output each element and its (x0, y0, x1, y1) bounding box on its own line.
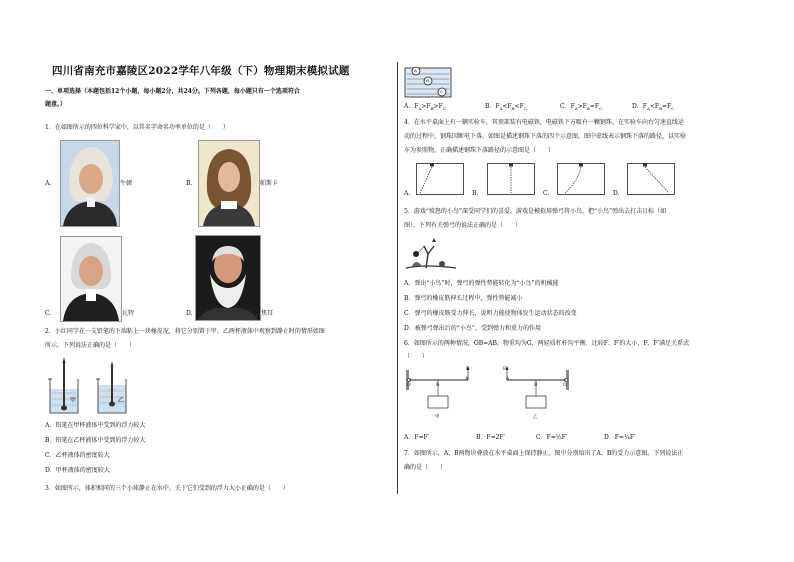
ball-b-label: B (426, 78, 429, 83)
q6-label-b-yi: B (534, 383, 538, 388)
q2-stem-1: 2．小红同学在一支铅笔的下端粘上一块橡皮泥，将它分别置于甲、乙两杯液体中观察到静止时的情形如图 (45, 328, 325, 335)
q3-option-b: B．$F_A<F_B<F_C$ (485, 103, 527, 112)
q6-label-f: F (466, 367, 470, 372)
q4-option-b: B. (472, 190, 479, 197)
pascal-portrait (198, 140, 260, 227)
q2-beaker-figure (46, 355, 146, 417)
watt-portrait (60, 236, 122, 322)
ball-c-label: C (440, 89, 444, 94)
q6-label-jia: 甲 (435, 415, 440, 420)
q6-label-a-yi: A (506, 377, 510, 382)
q5-option-b: B．弹弓的橡皮筋伸长过程中，弹性势能减小 (404, 295, 523, 302)
column-divider (397, 62, 398, 494)
q4-stem-1: 4．在水平桌面上有一辆实验车，其顶部装有电磁铁，电磁铁下方吸有一颗钢珠。在实验车向右匀速直线运 (404, 119, 684, 126)
ball-a-label: A (414, 68, 417, 73)
q3-option-d: D．$F_A<F_B=F_C$ (632, 103, 675, 112)
q3-option-a: A．$F_A>F_B>F_C$ (404, 103, 446, 112)
q2-label-jia: 甲 (70, 397, 77, 404)
q1-option-d-letter: D. (186, 310, 193, 317)
page-title: 四川省南充市嘉陵区2022学年八年级（下）物理期末模拟试题 (52, 65, 350, 77)
q4-stem-2: 动的过程中，钢珠因断电下落。如图是描述钢珠下落的四个示意图，图中虚线表示钢珠下落的路径，以实验 (404, 133, 687, 140)
q1-option-b-letter: B. (186, 180, 193, 187)
q1-option-d-name: 焦耳 (261, 310, 274, 317)
q4-option-a: A. (404, 190, 411, 197)
q6-stem-1: 6．如图所示的两种情况，OB=AB，物重均为G，两轻质杠杆均平衡．比较F、F′的大小，F、F′满足关系式 (404, 340, 690, 347)
q2-option-b: B．铅笔在乙杯液体中受到的浮力较大 (45, 437, 146, 444)
q1-option-a-letter: A. (45, 180, 52, 187)
q4-path-c (557, 163, 605, 195)
q3-option-c: C．$F_A>F_B=F_C$ (560, 103, 603, 112)
q6-lever-figure (404, 366, 584, 416)
q6-option-d: D．F=¼F′ (604, 434, 636, 441)
q4-option-c: C. (543, 190, 550, 197)
q5-option-d: D．被弹弓弹出后的“小鸟”，受到弹力和重力的作用 (404, 325, 541, 332)
q5-stem-2: 图），下列有关弹弓的说法正确的是（ ） (404, 222, 522, 229)
q6-option-b: B．F=2F′ (476, 434, 505, 441)
q1-option-c-letter: C. (45, 310, 52, 317)
q4-path-d (627, 163, 675, 195)
q6-option-c: C．F=½F′ (536, 434, 568, 441)
q4-path-a (416, 163, 464, 195)
section-header: 一、单项选择（本题包括12个小题，每小题2分，共24分。下列各题，每小题只有一个选项符合 (45, 88, 300, 95)
q6-label-yi: 乙 (533, 415, 538, 420)
q3-stem: 3．如图所示，体积相同的三个小球静止在水中，关于它们受到的浮力大小正确的是（ ） (45, 485, 289, 492)
q6-label-o-yi: O (563, 383, 567, 388)
q4-option-d: D. (613, 190, 620, 197)
q6-label-fp: F′ (503, 367, 508, 372)
q6-label-o-jia: O (407, 383, 411, 388)
q3-ball-figure (404, 64, 454, 98)
section-header-cont: 题意。） (45, 101, 67, 108)
joule-portrait (195, 235, 261, 321)
q2-option-d: D．甲杯液体的密度较大 (45, 467, 110, 474)
q6-option-a: A．F=F′ (404, 434, 430, 441)
q2-label-yi: 乙 (118, 397, 125, 404)
q2-option-c: C．乙杯液体的密度较大 (45, 452, 110, 459)
q7-stem-2: 确的是（ ） (404, 464, 447, 471)
q1-option-c-name: 瓦特 (122, 310, 135, 317)
q4-stem-3: 车为参照物，正确描述钢珠下落路径的示意图是（ ） (404, 147, 555, 154)
newton-portrait (60, 140, 120, 227)
q1-option-b-name: 帕斯卡 (260, 180, 279, 187)
angry-birds-slingshot-figure (404, 236, 458, 272)
q1-stem: 1．在如图所示的四位科学家中，以其名字命名功率单位的是（ ） (45, 124, 229, 131)
q6-stem-2: （ ） (404, 353, 429, 360)
q5-option-c: C．弹弓的橡皮筋受力伸长，说明力能使物体发生运动状态的改变 (404, 310, 577, 317)
q6-label-b-jia: B (436, 383, 440, 388)
q6-label-a-jia: A (465, 377, 469, 382)
q2-option-a: A．铅笔在甲杯液体中受到的浮力较大 (45, 422, 146, 429)
q5-stem-1: 5．游戏“愤怒的小鸟”深受同学们的喜爱，游戏是模拟用弹弓将小鸟，把“小鸟”弹出去打击目标（如 (404, 208, 667, 215)
q1-option-a-name: 牛顿 (120, 180, 133, 187)
q2-stem-2: 所示，下列说法正确的是（ ） (45, 342, 136, 349)
q7-stem-1: 7．如图所示，A、B两物块叠放在水平桌面上保持静止。图中分别给出了A、B的受力示意图。下列说法正 (404, 450, 684, 457)
q4-path-b (487, 163, 535, 195)
q5-option-a: A．弹出“小鸟”时，弹弓的弹性势能转化为“小鸟”的机械能 (404, 280, 559, 287)
